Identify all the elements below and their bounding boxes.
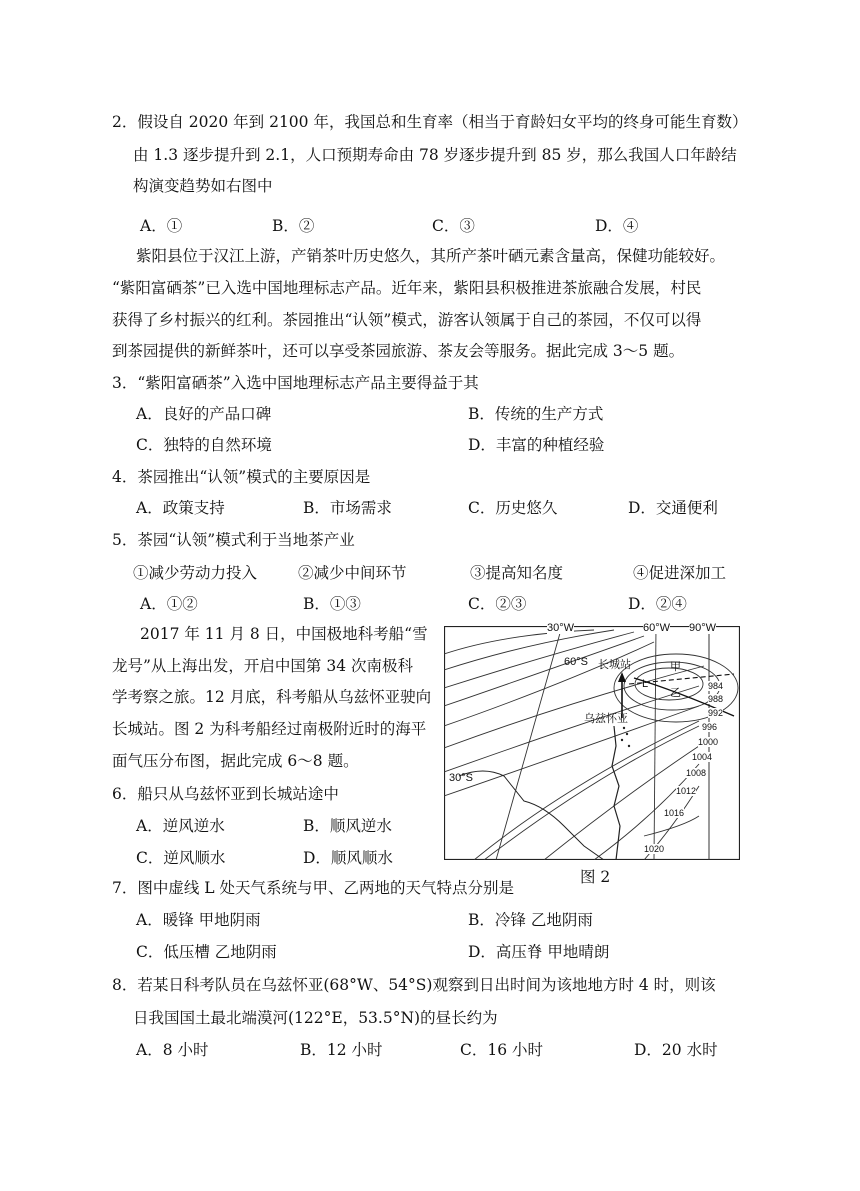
q8-stem-line1: 8．若某日科考队员在乌兹怀亚(68°W、54°S)观察到日出时间为该地地方时 4 时，则该 — [112, 976, 716, 994]
sea-level-pressure-map — [444, 622, 740, 860]
q3-option-d[interactable]: D．丰富的种植经验 — [468, 436, 605, 454]
lon-label-60w: 60°W — [643, 622, 671, 634]
q3-option-b[interactable]: B．传统的生产方式 — [468, 405, 604, 423]
place-jia: 甲 — [670, 660, 681, 673]
q6-stem: 6．船只从乌兹怀亚到长城站途中 — [112, 785, 339, 803]
q3-option-a[interactable]: A．良好的产品口碑 — [136, 405, 272, 423]
q5-item-1: ①减少劳动力投入 — [133, 564, 258, 582]
q5-option-d[interactable]: D．②④ — [628, 595, 687, 613]
isobar-1016: 1016 — [664, 808, 685, 818]
q5-item-3: ③提高知名度 — [470, 564, 564, 582]
q7-option-b[interactable]: B．冷锋 乙地阴雨 — [468, 911, 593, 929]
figure-caption: 图 2 — [580, 868, 611, 886]
lat-label-60s: 60°S — [564, 656, 588, 668]
passage2-line1: 2017 年 11 月 8 日，中国极地科考船“雪 — [140, 625, 428, 643]
q2-stem-line3: 构演变趋势如右图中 — [133, 177, 273, 195]
isobar-1004: 1004 — [692, 752, 713, 762]
q2-option-a[interactable]: A．① — [140, 217, 183, 235]
isobar-1008: 1008 — [686, 768, 707, 778]
q6-option-d[interactable]: D．顺风顺水 — [303, 849, 393, 867]
q4-option-d[interactable]: D．交通便利 — [628, 499, 718, 517]
q5-option-c[interactable]: C．②③ — [468, 595, 527, 613]
isobar-1000: 1000 — [698, 737, 719, 747]
q7-option-d[interactable]: D．高压脊 甲地晴朗 — [468, 943, 610, 961]
place-great-wall-station: 长城站 — [598, 658, 631, 671]
q3-stem: 3．“紫阳富硒茶”入选中国地理标志产品主要得益于其 — [112, 374, 479, 392]
q6-option-a[interactable]: A．逆风逆水 — [136, 817, 225, 835]
lon-label-90w: 90°W — [689, 622, 717, 634]
q5-stem: 5．茶园“认领”模式利于当地茶产业 — [112, 531, 355, 549]
q8-option-d[interactable]: D．20 水时 — [634, 1041, 718, 1059]
q6-option-b[interactable]: B．顺风逆水 — [303, 817, 392, 835]
passage1-line3: 获得了乡村振兴的红利。茶园推出“认领”模式，游客认领属于自己的茶园，不仅可以得 — [112, 311, 702, 329]
q2-option-b[interactable]: B．② — [272, 217, 315, 235]
q5-option-a[interactable]: A．①② — [140, 595, 198, 613]
passage1-line4: 到茶园提供的新鲜茶叶，还可以享受茶园旅游、茶友会等服务。据此完成 3～5 题。 — [112, 342, 685, 360]
lon-label-30w: 30°W — [547, 622, 575, 634]
isobar-1020: 1020 — [644, 844, 665, 854]
lat-label-30s: 30°S — [449, 772, 473, 784]
passage2-line5: 面气压分布图，据此完成 6～8 题。 — [112, 752, 359, 770]
place-ushuaia: 乌兹怀亚 — [584, 712, 628, 725]
q8-option-c[interactable]: C．16 小时 — [460, 1041, 544, 1059]
q8-stem-line2: 日我国国土最北端漠河(122°E，53.5°N)的昼长约为 — [133, 1009, 498, 1027]
q2-option-c[interactable]: C．③ — [432, 217, 475, 235]
passage1-line2: “紫阳富硒茶”已入选中国地理标志产品。近年来，紫阳县积极推进茶旅融合发展，村民 — [112, 279, 702, 297]
q5-item-4: ④促进深加工 — [633, 564, 727, 582]
q7-option-a[interactable]: A．暖锋 甲地阴雨 — [136, 911, 261, 929]
passage2-line2: 龙号”从上海出发，开启中国第 34 次南极科 — [112, 657, 414, 675]
passage2-line4: 长城站。图 2 为科考船经过南极附近时的海平 — [112, 720, 427, 738]
place-yi: 乙 — [670, 686, 681, 699]
q8-option-a[interactable]: A．8 小时 — [136, 1041, 209, 1059]
q2-stem-line2: 由 1.3 逐步提升到 2.1，人口预期寿命由 78 岁逐步提升到 85 岁，那么我国人口年龄结 — [133, 146, 737, 164]
q2-option-d[interactable]: D．④ — [595, 217, 639, 235]
passage2-line3: 学考察之旅。12 月底，科考船从乌兹怀亚驶向 — [112, 688, 432, 706]
q5-option-b[interactable]: B．①③ — [303, 595, 361, 613]
q7-option-c[interactable]: C．低压槽 乙地阴雨 — [136, 943, 277, 961]
isobar-988: 988 — [708, 694, 724, 704]
isobar-996: 996 — [702, 722, 718, 732]
q4-option-b[interactable]: B．市场需求 — [303, 499, 392, 517]
isobar-984: 984 — [708, 681, 724, 691]
passage1-line1: 紫阳县位于汉江上游，产销茶叶历史悠久，其所产茶叶硒元素含量高，保健功能较好。 — [136, 247, 726, 265]
q5-item-2: ②减少中间环节 — [298, 564, 407, 582]
q4-option-a[interactable]: A．政策支持 — [136, 499, 225, 517]
place-l: L — [642, 678, 649, 690]
q4-option-c[interactable]: C．历史悠久 — [468, 499, 558, 517]
q2-stem-line1: 2．假设自 2020 年到 2100 年，我国总和生育率（相当于育龄妇女平均的终身可能生育数） — [112, 113, 748, 131]
q7-stem: 7．图中虚线 L 处天气系统与甲、乙两地的天气特点分别是 — [112, 879, 515, 897]
q8-option-b[interactable]: B．12 小时 — [300, 1041, 383, 1059]
isobar-992: 992 — [708, 708, 724, 718]
q3-option-c[interactable]: C．独特的自然环境 — [136, 436, 272, 454]
q6-option-c[interactable]: C．逆风顺水 — [136, 849, 226, 867]
q4-stem: 4．茶园推出“认领”模式的主要原因是 — [112, 468, 371, 486]
isobar-1012: 1012 — [676, 786, 697, 796]
